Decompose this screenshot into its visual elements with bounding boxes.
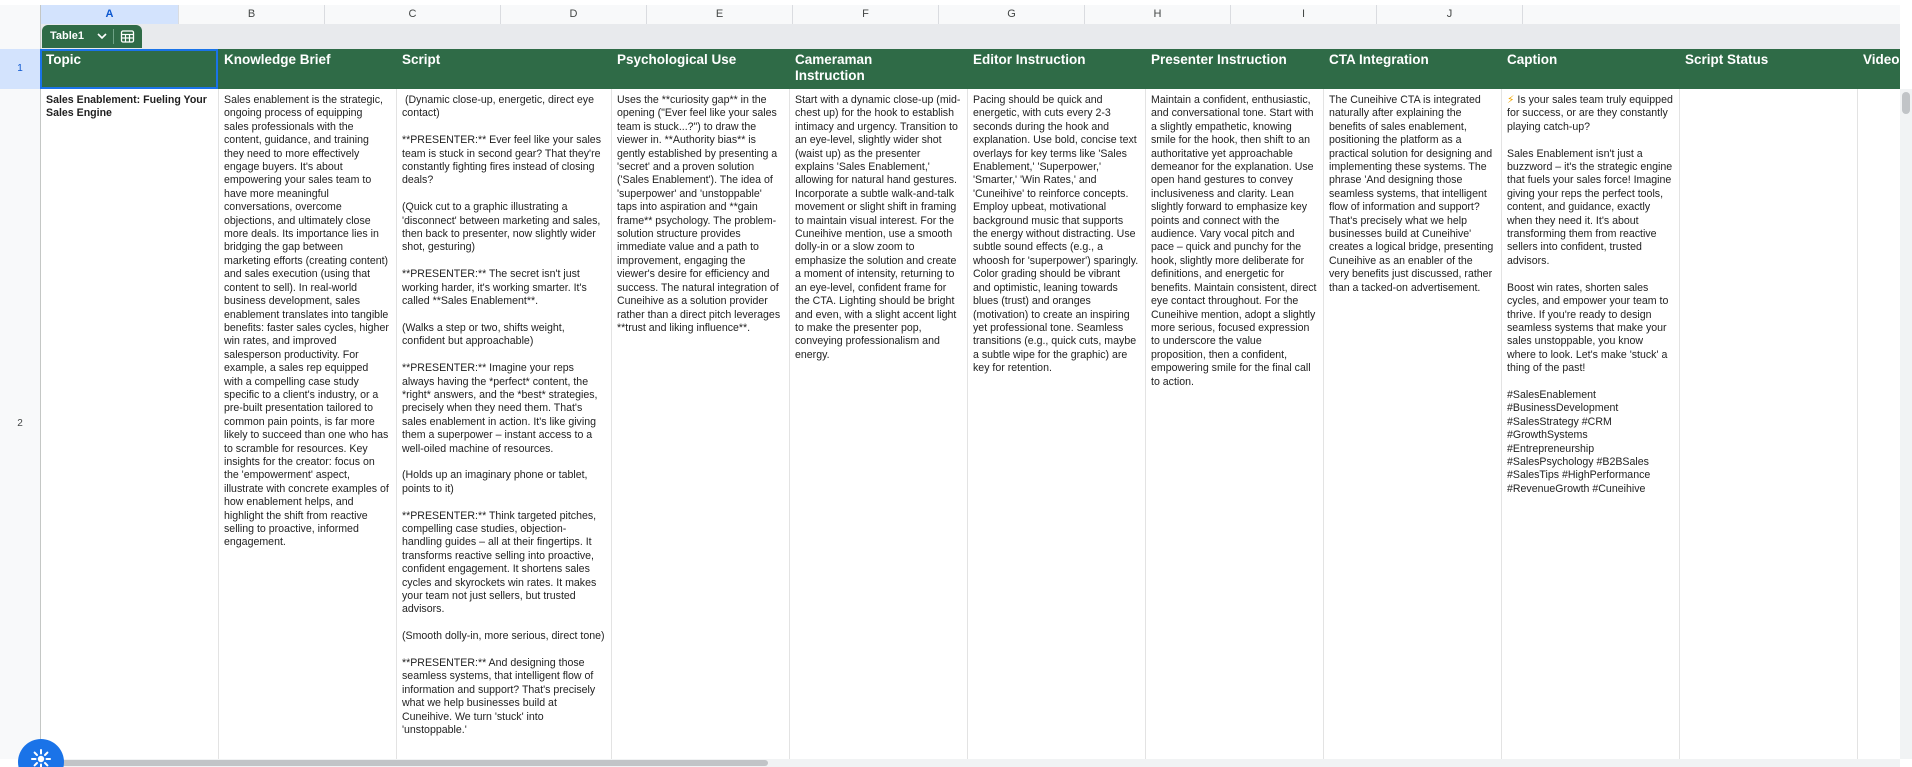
column-header-e[interactable]: E <box>647 5 793 24</box>
header-video[interactable]: Video <box>1863 52 1900 67</box>
cell-psychological-use[interactable]: Uses the **curiosity gap** in the opening ("Ever feel like your sales team is stuck...?") to draw the viewer in. **Authority bias** is gently established by presenting a 'secret' and a proven solution ('Sales Enablement'). The idea of 'superpower' and 'unstoppable' taps into aspiration and **gain frame** psychology. The problem-solution structure provides immediate value and a path to improvement, engaging the viewer's desire for efficiency and success. The natural integration of Cuneihive as a solution provider rather than a direct pitch leverages **trust and liking influence**. <box>617 94 784 334</box>
table-grid-icon[interactable] <box>119 28 136 45</box>
row-number-spacer <box>0 24 41 49</box>
column-header-c[interactable]: C <box>325 5 501 24</box>
table-strip <box>40 24 1900 49</box>
cell-script[interactable]: (Dynamic close-up, energetic, direct eye contact) **PRESENTER:** Ever feel like your sales team is stuck in second gear? That they're constantly fighting fires instead of closing deals? (Quick cut to a graphic illustrating a 'disconnect' between marketing and sales, then back to presenter, now slightly wider shot, gesturing) **PRESENTER:** The secret isn't just working harder, it's working smarter. It's called **Sales Enablement**. (Walks a step or two, shifts weight, confident but approachable) **PRESENTER:** Imagine your reps always having the *perfect* content, the *right* answers, and the *best* strategies, precisely when they need them. That's sales enablement in action. It's like giving them a superpower – instant access to a well-oiled machine of resources. (Holds up an imaginary phone or tablet, points to it) **PRESENTER:** Think targeted pitches, compelling case studies, objection-handling guides – all at their fingertips. It transforms reactive selling into proactive, confident engagement. It shortens sales cycles and skyrockets win rates. It makes your team not just sellers, but trusted advisors. (Smooth dolly-in, more serious, direct tone) **PRESENTER:** And designing those seamless systems, that intelligent flow of information and support? That's precisely what we help businesses build at Cuneihive. We turn 'stuck' into 'unstoppable.' <box>402 94 605 737</box>
horizontal-scroll-thumb[interactable] <box>40 760 768 766</box>
table-name[interactable]: Table1 <box>50 30 85 42</box>
header-script-status[interactable]: Script Status <box>1685 52 1769 67</box>
vertical-scroll-thumb[interactable] <box>1902 92 1910 114</box>
header-cta-integration[interactable]: CTA Integration <box>1329 52 1429 67</box>
gemini-sparkle-icon <box>31 749 51 767</box>
column-header-j[interactable]: J <box>1377 5 1523 24</box>
column-header-d[interactable]: D <box>501 5 647 24</box>
header-cameraman-instruction[interactable]: Cameraman Instruction <box>795 52 873 83</box>
cell-editor-instruction[interactable]: Pacing should be quick and energetic, with cuts every 2-3 seconds during the hook and explanation. Use bold, concise text overlays for key terms like 'Sales Enablement,' 'Superpower,' 'Smarter,' 'Win Rates,' and 'Cuneihive' to reinforce concepts. Employ upbeat, motivational background music that supports the energy without distracting. Use subtle sound effects (e.g., a whoosh for 'superpower') sparingly. Color grading should be vibrant and optimistic, leaning towards blues (trust) and oranges (motivation) to create an inspiring yet professional tone. Seamless transitions (e.g., quick cuts, maybe a subtle wipe for the graphic) are key for retention. <box>973 94 1142 375</box>
cell-script-status[interactable] <box>1679 94 1857 754</box>
column-header-a[interactable]: A <box>41 5 179 24</box>
vertical-scrollbar[interactable] <box>1900 89 1912 759</box>
cell-cameraman-instruction[interactable]: Start with a dynamic close-up (mid-chest up) for the hook to establish intimacy and urgency. Transition to an eye-level, slightly wider shot (waist up) as the presenter explains 'Sales Enablement,' allowing for natural hand gestures. Incorporate a subtle walk-and-talk movement or slight shift in framing to maintain visual interest. For the Cuneihive mention, use a smooth dolly-in or a slow zoom to emphasize the solution and create a moment of intensity, returning to an eye-level, confident frame for the CTA. Lighting should be bright and even, with a slight accent light to make the presenter pop, conveying professionalism and energy. <box>795 94 961 361</box>
cell-knowledge-brief[interactable]: Sales enablement is the strategic, ongoing process of equipping sales professionals with the content, guidance, and training they need to more effectively engage buyers. It's about empowering your sales team to have more meaningful conversations, overcome objections, and ultimately close more deals. Its importance lies in bridging the gap between marketing efforts (creating content) and sales execution (using that content to sell). In real-world business development, sales enablement translates into tangible benefits: faster sales cycles, higher win rates, and improved salesperson productivity. For example, a sales rep equipped with a compelling case study specific to a client's industry, or a pre-built presentation tailored to common pain points, is far more likely to succeed than one who has to scramble for resources. Key insights for the creator: focus on the 'empowerment' aspect, illustrate with concrete examples of how enablement helps, and highlight the shift from reactive selling to proactive, informed engagement. <box>224 94 392 549</box>
column-header-i[interactable]: I <box>1231 5 1377 24</box>
chip-divider <box>113 29 114 44</box>
row-number-1[interactable]: 1 <box>0 49 41 89</box>
header-knowledge-brief[interactable]: Knowledge Brief <box>224 52 331 67</box>
header-caption[interactable]: Caption <box>1507 52 1558 67</box>
cell-cta-integration[interactable]: The Cuneihive CTA is integrated naturally after explaining the benefits of sales enablement, positioning the platform as a practical solution for designing and implementing these systems. The phrase 'And designing those seamless systems, that intelligent flow of information and support? That's precisely what we help businesses build at Cuneihive' creates a logical bridge, presenting Cuneihive as an enabler of the very benefits just discussed, rather than a tacked-on advertisement. <box>1329 94 1497 294</box>
header-psychological-use[interactable]: Psychological Use <box>617 52 737 67</box>
table-chip[interactable] <box>42 25 142 48</box>
row-number-2[interactable]: 2 <box>0 89 41 759</box>
cell-video[interactable] <box>1857 94 1900 754</box>
column-header-g[interactable]: G <box>939 5 1085 24</box>
column-header-b[interactable]: B <box>179 5 325 24</box>
column-header-row <box>0 5 1900 25</box>
select-all-corner[interactable] <box>0 5 41 24</box>
chevron-down-icon[interactable] <box>94 28 110 44</box>
header-topic[interactable]: Topic <box>46 52 81 67</box>
header-editor-instruction[interactable]: Editor Instruction <box>973 52 1086 67</box>
header-presenter-instruction[interactable]: Presenter Instruction <box>1151 52 1287 67</box>
column-header-h[interactable]: H <box>1085 5 1231 24</box>
cell-topic[interactable]: Sales Enablement: Fueling Your Sales Engine <box>46 94 210 120</box>
cell-caption[interactable] <box>1501 94 1679 754</box>
column-header-f[interactable]: F <box>793 5 939 24</box>
header-script[interactable]: Script <box>402 52 441 67</box>
caption-text: Is your sales team truly equipped for success, or are they constantly playing catch-up? Sales Enablement isn't just a buzzword – it's the strategic engine that fuels your sales force! Imagine giving your reps the perfect tools, content, and guidance, exactly when they need it. It's about transforming them from reactive sellers into confident, trusted advisors. Boost win rates, shorten sales cycles, and empower your team to thrive. If you're ready to design seamless systems that make your sales unstoppable, you know where to look. Let's make 'stuck' a thing of the past! #SalesEnablement #BusinessDevelopment #SalesStrategy #CRM #GrowthSystems #Entrepreneurship #SalesPsychology #B2BSales #SalesTips #HighPerformance #RevenueGrowth #Cuneihive <box>1507 94 1673 495</box>
lightning-icon: ⚡ <box>1507 94 1515 106</box>
cell-presenter-instruction[interactable]: Maintain a confident, enthusiastic, and conversational tone. Start with a slightly empathetic, knowing smile for the hook, then shift to an authoritative yet approachable demeanor for the explanation. Use open hand gestures to convey inclusiveness and clarity. Lean slightly forward to emphasize key points and connect with the audience. Vary vocal pitch and pace – quick and punchy for the hook, slightly more deliberate for definitions, and energetic for benefits. Maintain consistent, direct eye contact throughout. For the Cuneihive mention, adopt a slightly more serious, focused expression to underscore the value proposition, then a confident, empowering smile for the final call to action. <box>1151 94 1320 388</box>
